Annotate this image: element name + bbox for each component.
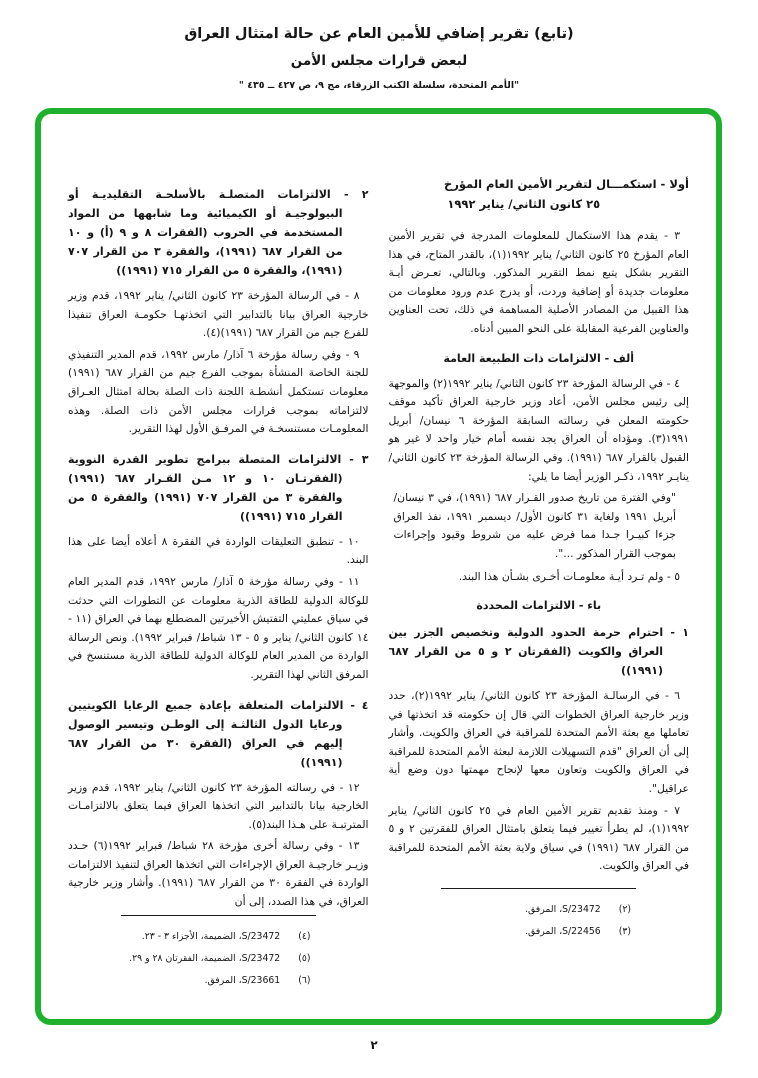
- paragraph: ٥ - ولم تـرد أيـة معلومـات أخـرى بشـأن هذا البند.: [458, 569, 680, 583]
- paragraph: ٩ - وفي رسالة مؤرخة ٦ آذار/ مارس ١٩٩٢، قدم المدير التنفيذي للجنة الخاصة المنشأة بموجب الفرع جيم من القرار ٦٨٧ (١٩٩١) معلومات تستكمل أنشطـة اللجنة ذات الصلة بحالة امتثال العـراق لالتزاماته بموجب قرارات مجلس الأمن ذات الصلة. وهذه المعلومـات مستنسخـة في المرفـق الأول لهذا التقرير.: [68, 347, 369, 436]
- footnote-marker: (٤): [298, 930, 311, 942]
- footnote-text: S/23472، المرفق.: [525, 904, 601, 915]
- column-left-text-blocks: [68, 174, 369, 915]
- footnote-text: S/23661، المرفق.: [204, 974, 281, 986]
- column-left: [68, 174, 369, 986]
- footnote: [68, 970, 369, 992]
- paragraph: ٤ - في الرسالة المؤرخة ٢٣ كانون الثاني/ يناير ١٩٩٢(٢) والموجهة إلى رئيس مجلس الأمن، أعاد وزير خارجية العراق تأكيد موقف حكومته المعلن في رسالته السابقة المؤرخة ٦ نيسان/ أبريل ١٩٩١(٣). ومؤداه أن العراق يجد نفسه أمام خيار واحد لا غير هو القبول بالقرار ٦٨٧ (١٩٩١). وفي الرسالة المؤرخة ٢٣ كانون الثاني/ ينايـر ١٩٩٢، ذكـر الوزير أيضا ما يلي:: [388, 376, 689, 483]
- paragraph: ٧ - ومنذ تقديم تقرير الأمين العام في ٢٥ كانون الثاني/ يناير ١٩٩٢(١)، لم يطرأ تغيير فيما يتعلق بامتثال العراق للفقرتين ٢ و ٥ من القرار ٦٨٧ (١٩٩١) في سياق ولاية بعثة الأمم المتحدة للمراقبة في العراق والكويت.: [388, 803, 690, 873]
- paragraph: ١٢ - في رسالته المؤرخة ٢٣ كانون الثاني/ يناير ١٩٩٢، قدم وزير الخارجية بيانا بالتدابير التي اتخذها العراق فيما يتعلق بالالتزامـات المترتبـة على هـذا البند(٥).: [68, 780, 369, 831]
- two-column-layout: [41, 114, 716, 986]
- footnote-separator: [441, 888, 636, 889]
- document-source-citation: "الأمم المتحدة، سلسلة الكتب الزرقاء، مج ٩، ص ٤٢٧ ــ ٤٣٥ ": [238, 80, 520, 91]
- section-heading: ألف - الالتزامات ذات الطبيعة العامة: [443, 351, 635, 365]
- document-title-line1: (تابع) تقرير إضافي للأمين العام عن حالة امتثال العراق: [184, 26, 574, 42]
- footnote-text: S/22456، المرفق.: [525, 926, 601, 937]
- footnotes-left: [68, 915, 369, 998]
- paragraph: ١٠ - تنطبق التعليقات الواردة في الفقرة ٨ أعلاه أيضا على هذا البند.: [68, 534, 369, 567]
- part-heading-line1: أولا - استكمـــال لتقرير الأمين العام المؤرخ: [443, 177, 689, 191]
- footnote-marker: (٣): [618, 926, 631, 937]
- footnote: [389, 921, 690, 943]
- footnote: [389, 899, 690, 921]
- section-heading: باء - الالتزامات المحددة: [476, 599, 602, 613]
- numbered-item-heading: ٣ - الالتزامات المتصلة ببرامج تطوير القدرة النووية (الفقرتـان ١٠ و ١٢ مـن القـرار ٦٨٧ (١٩٩١) والفقرة ٣ من القرار ٧٠٧ (١٩٩١) والفقرة ٥ من القرار ٧١٥ (١٩٩١)): [68, 452, 369, 523]
- footnote-marker: (٦): [298, 974, 311, 986]
- numbered-item-heading: ٤ - الالتزامات المتعلقة بإعادة جميع الرعايا الكويتيين ورعايا الدول الثالثـة إلى الوطـن وتيسير الوصول إليهم في العراق (الفقرة ٣٠ من القرار ٦٨٧ (١٩٩١)): [68, 698, 369, 769]
- paragraph: ١١ - وفي رسالة مؤرخة ٥ آذار/ مارس ١٩٩٢، قدم المدير العام للوكالة الدولية للطاقة الذرية معلومات عن التطورات التي حدثت في سياق عمليتي التفتيش الأخيرتين المضطلع بهما في العراق (١١ - ١٤ كانون الثاني/ يناير و ٥ - ١٣ شباط/ فبراير ١٩٩٢). ونص الرسالة الواردة من المدير العام للوكالة الدولية للطاقة الذرية مستنسخ في المرفق الثاني لهذا التقرير.: [68, 574, 369, 681]
- part-heading-line2: ٢٥ كانون الثاني/ يناير ١٩٩٢: [447, 197, 601, 211]
- footnote-marker: (٢): [618, 904, 631, 915]
- document-title-line2: لبعض قرارات مجلس الأمن: [290, 53, 468, 69]
- part-heading: [389, 174, 690, 214]
- paragraph: ١٣ - وفي رسالة أخرى مؤرخة ٢٨ شباط/ فبراير ١٩٩٢(٦) حـدد وزيـر خارجيـة العراق الإجراءات التي اتخذها العراق لتنفيذ الالتزامات الواردة في الفقرة ٣٠ من القرار ٦٨٧ (١٩٩١). وأشار وزير خارجية العراق، في هذا الصدد، إلى أن: [68, 839, 369, 909]
- footnote: [68, 948, 369, 970]
- content-frame-border: [35, 108, 722, 1025]
- footnote-separator: [121, 915, 316, 916]
- document-header: [0, 0, 758, 91]
- footnotes-right: [389, 888, 690, 949]
- paragraph: ٨ - في الرسالة المؤرخة ٢٣ كانون الثاني/ يناير ١٩٩٢، قدم وزير خارجية العراق بيانا بالتدابير التي اتخذتهـا حكومـة العراق تنفيذا للفرع جيم من القرار ٦٨٧ (١٩٩١)(٤).: [68, 289, 369, 340]
- paragraph: ٦ - في الرسالـة المؤرخة ٢٣ كانون الثاني/ يناير ١٩٩٢(٢)، حدد وزير خارجية العراق الخطوات التي قال إن حكومته قد اتخذتها في تعاملها مع بعثة الأمم المتحدة للمراقبة في العراق والكويت. وأشار إلى أن العراق "قدم التسهيلات اللازمة لبعثة الأمم المتحدة للمراقبة في العراق والكويت وتعاون معها لإنجاح مهمتها دون وضع أية عراقيل".: [388, 689, 689, 796]
- footnote-text: S/23472، الضميمة، الفقرتان ٢٨ و ٢٩.: [129, 952, 281, 964]
- paragraph: ٣ - يقدم هذا الاستكمال للمعلومات المدرجة في تقرير الأمين العام المؤرخ ٢٥ كانون الثاني/ يناير ١٩٩٢(١)، بالقدر المتاح، في هذا التقرير بشكل يتبع نمط التقرير المذكور. وبالتالي، تعـرض أيـة معلومات جديدة أو إضافية وردت، أو يدرج عدم ورود معلومات من هذا القبيل من المصادر الأصلية المساهمة في ذلك، تحت العناوين والعناوين الفرعية المقابلة على النحو المبين أدناه.: [388, 229, 689, 335]
- footnotes-list-left: [68, 926, 369, 992]
- column-right-text-blocks: [389, 174, 690, 879]
- column-right: [389, 174, 690, 949]
- numbered-item-heading: ٢ - الالتزامات المتصلـة بالأسلحـة التقليديـة أو البيولوجيـة أو الكيميائية وما شابهها من المواد المستخدمة في الحروب (الفقرات ٨ و ٩ (أ) و ١٠ من القرار ٦٨٧ (١٩٩١)، والفقرة ٣ من القرار ٧٠٧ (١٩٩١)، والفقرة ٥ من القرار ٧١٥ (١٩٩١)): [68, 188, 369, 277]
- page-number: ٢: [370, 1038, 378, 1052]
- footnote: [68, 926, 369, 948]
- footnote-marker: (٥): [298, 952, 311, 964]
- footnotes-list-right: [389, 899, 690, 943]
- footnote-text: S/23472، الضميمة، الأجزاء ٣ - ٢٣.: [141, 930, 281, 942]
- quoted-paragraph: "وفي الفترة من تاريخ صدور القـرار ٦٨٧ (١٩٩١)، في ٣ نيسان/ أبريل ١٩٩١ ولغاية ٣١ كانون الأول/ ديسمبر ١٩٩١، نفذ العراق جزءا كبيـرا جـدا مما فرض عليه من شروط وقيود وإجراءات بموجب القرار المذكور ...".: [393, 491, 676, 560]
- numbered-item-heading: ١ - احترام حرمة الحدود الدولية وتخصيص الجزر بين العراق والكويت (الفقرتان ٢ و ٥ من القرار ٦٨٧ (١٩٩١)): [388, 626, 689, 678]
